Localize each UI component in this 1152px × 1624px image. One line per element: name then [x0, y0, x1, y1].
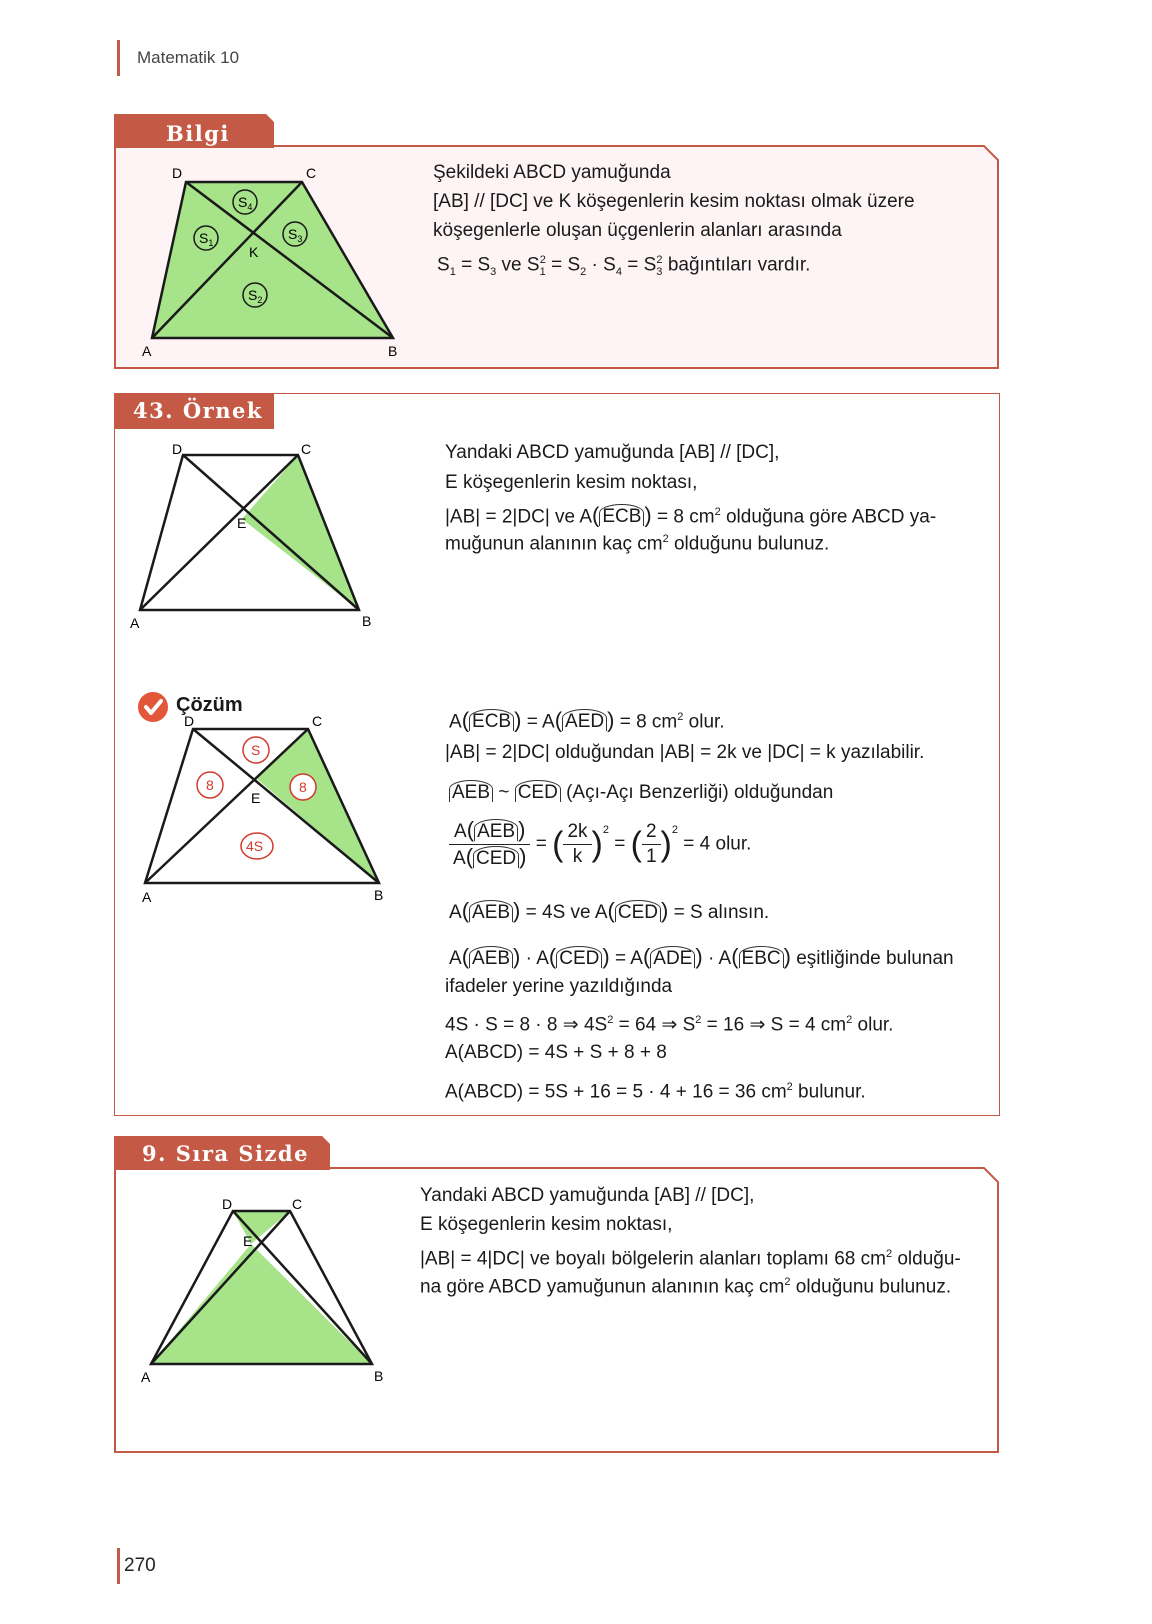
sol-label-c: C — [312, 713, 323, 729]
sol-line6: A( AEB ) · A( CED ) = A( ADE ) · A( EBC ) eşitliğinde bulunan — [449, 944, 954, 969]
sol-label-d: D — [184, 713, 195, 729]
solution-figure — [130, 708, 400, 908]
bilgi-label-a: A — [142, 343, 152, 359]
ornek-label-a: A — [130, 615, 140, 631]
sol-label-a: A — [142, 889, 152, 905]
ornek-label-c: C — [301, 441, 312, 457]
ornek-line4: muğunun alanının kaç $cm^2$ olduğunu bulunuz. — [445, 533, 830, 555]
bilgi-label-c: C — [306, 165, 317, 181]
sira-label-c: C — [292, 1196, 303, 1212]
ornek-tab: 43. Örnek — [114, 393, 274, 429]
sol-line1: A( ECB ) = A( AED ) = 8 $cm^2$ olur. — [449, 707, 725, 733]
sira-label-d: D — [222, 1196, 233, 1212]
page-number: 270 — [124, 1555, 156, 1576]
ornek-figure — [125, 438, 395, 638]
sol-area-right: 8 — [299, 779, 307, 795]
bilgi-line2: [AB] // [DC] ve K köşegenlerin kesim noktası olmak üzere — [433, 191, 915, 212]
bilgi-line1: Şekildeki ABCD yamuğunda — [433, 162, 671, 183]
sira-label-b: B — [374, 1368, 384, 1384]
footer-accent-bar — [117, 1548, 120, 1584]
bilgi-relation: $S_1 = S_3$ ve $S_1^2 = S_2 \cdot S_4 = S_3^2$ bağıntıları vardır. — [437, 254, 811, 279]
ornek-label-e: E — [237, 515, 247, 531]
sira-line2: E köşegenlerin kesim noktası, — [420, 1214, 673, 1235]
sol-line3: AEB ~ CED (Açı-Açı Benzerliği) olduğundan — [449, 778, 833, 808]
bilgi-tab: Bilgi — [166, 121, 230, 146]
bilgi-s1: $S_1$ — [199, 230, 214, 248]
sol-label-b: B — [374, 887, 384, 903]
sira-line3: |AB| = 4|DC| ve boyalı bölgelerin alanları toplamı 68 $cm^2$ olduğu- — [420, 1248, 961, 1270]
sira-label-a: A — [141, 1369, 151, 1385]
bilgi-label-d: D — [172, 165, 183, 181]
sira-line4: na göre ABCD yamuğunun alanının kaç $cm^2$ olduğunu bulunuz. — [420, 1276, 952, 1298]
bilgi-line3: köşegenlerle oluşan üçgenlerin alanları arasında — [433, 220, 842, 241]
ornek-label-b: B — [362, 613, 372, 629]
ornek-line3: |AB| = 2|DC| ve A( ECB ) = 8 $cm^2$ olduğuna göre ABCD ya- — [445, 502, 937, 528]
sol-line5: A( AEB ) = 4S ve A( CED ) = S alınsın. — [449, 898, 770, 923]
bilgi-s4: $S_4$ — [238, 194, 253, 212]
ornek-line1: Yandaki ABCD yamuğunda [AB] // [DC], — [445, 442, 780, 463]
bilgi-label-k: K — [249, 244, 259, 260]
ornek-label-d: D — [172, 441, 183, 457]
sol-line10: A(ABCD) = 5S + 16 = 5 · 4 + 16 = 36 $cm^2$ bulunur. — [445, 1081, 866, 1103]
sol-line2: |AB| = 2|DC| olduğundan |AB| = 2k ve |DC| = k yazılabilir. — [445, 742, 925, 763]
bilgi-figure — [130, 160, 430, 370]
bilgi-label-b: B — [388, 343, 398, 359]
sol-line8: 4S · S = 8 · 8 ⇒ $4S^2 = 64$ ⇒ $S^2 = 16$ ⇒ S = 4 $cm^2$ olur. — [445, 1014, 894, 1036]
sol-area-top: S — [251, 742, 261, 758]
sira-line1: Yandaki ABCD yamuğunda [AB] // [DC], — [420, 1185, 755, 1206]
header-accent-bar — [117, 40, 120, 76]
book-title: Matematik 10 — [137, 48, 240, 67]
sira-figure — [135, 1192, 405, 1392]
sol-label-e: E — [251, 790, 261, 806]
cozum-title: Çözüm — [176, 694, 243, 716]
sira-tab: 9. Sıra Sizde — [142, 1141, 309, 1166]
sol-line7: ifadeler yerine yazıldığında — [445, 976, 673, 997]
bilgi-s2: $S_2$ — [248, 287, 263, 305]
ornek-line2: E köşegenlerin kesim noktası, — [445, 472, 698, 493]
bilgi-s3: $S_3$ — [288, 226, 303, 244]
sira-label-e: E — [243, 1233, 253, 1249]
sol-area-bottom: 4S — [246, 838, 264, 854]
sol-line4-ratio: $\frac{\text{A( AEB )}}{\text{A( CED )}}$ = ( $\frac{2k}{k}$ )$^2$ = ( $\frac{2}{1}$ )$^2$ = 4 olur. — [449, 818, 751, 871]
sol-line9: A(ABCD) = 4S + S + 8 + 8 — [445, 1042, 667, 1063]
sol-area-left: 8 — [206, 777, 214, 793]
